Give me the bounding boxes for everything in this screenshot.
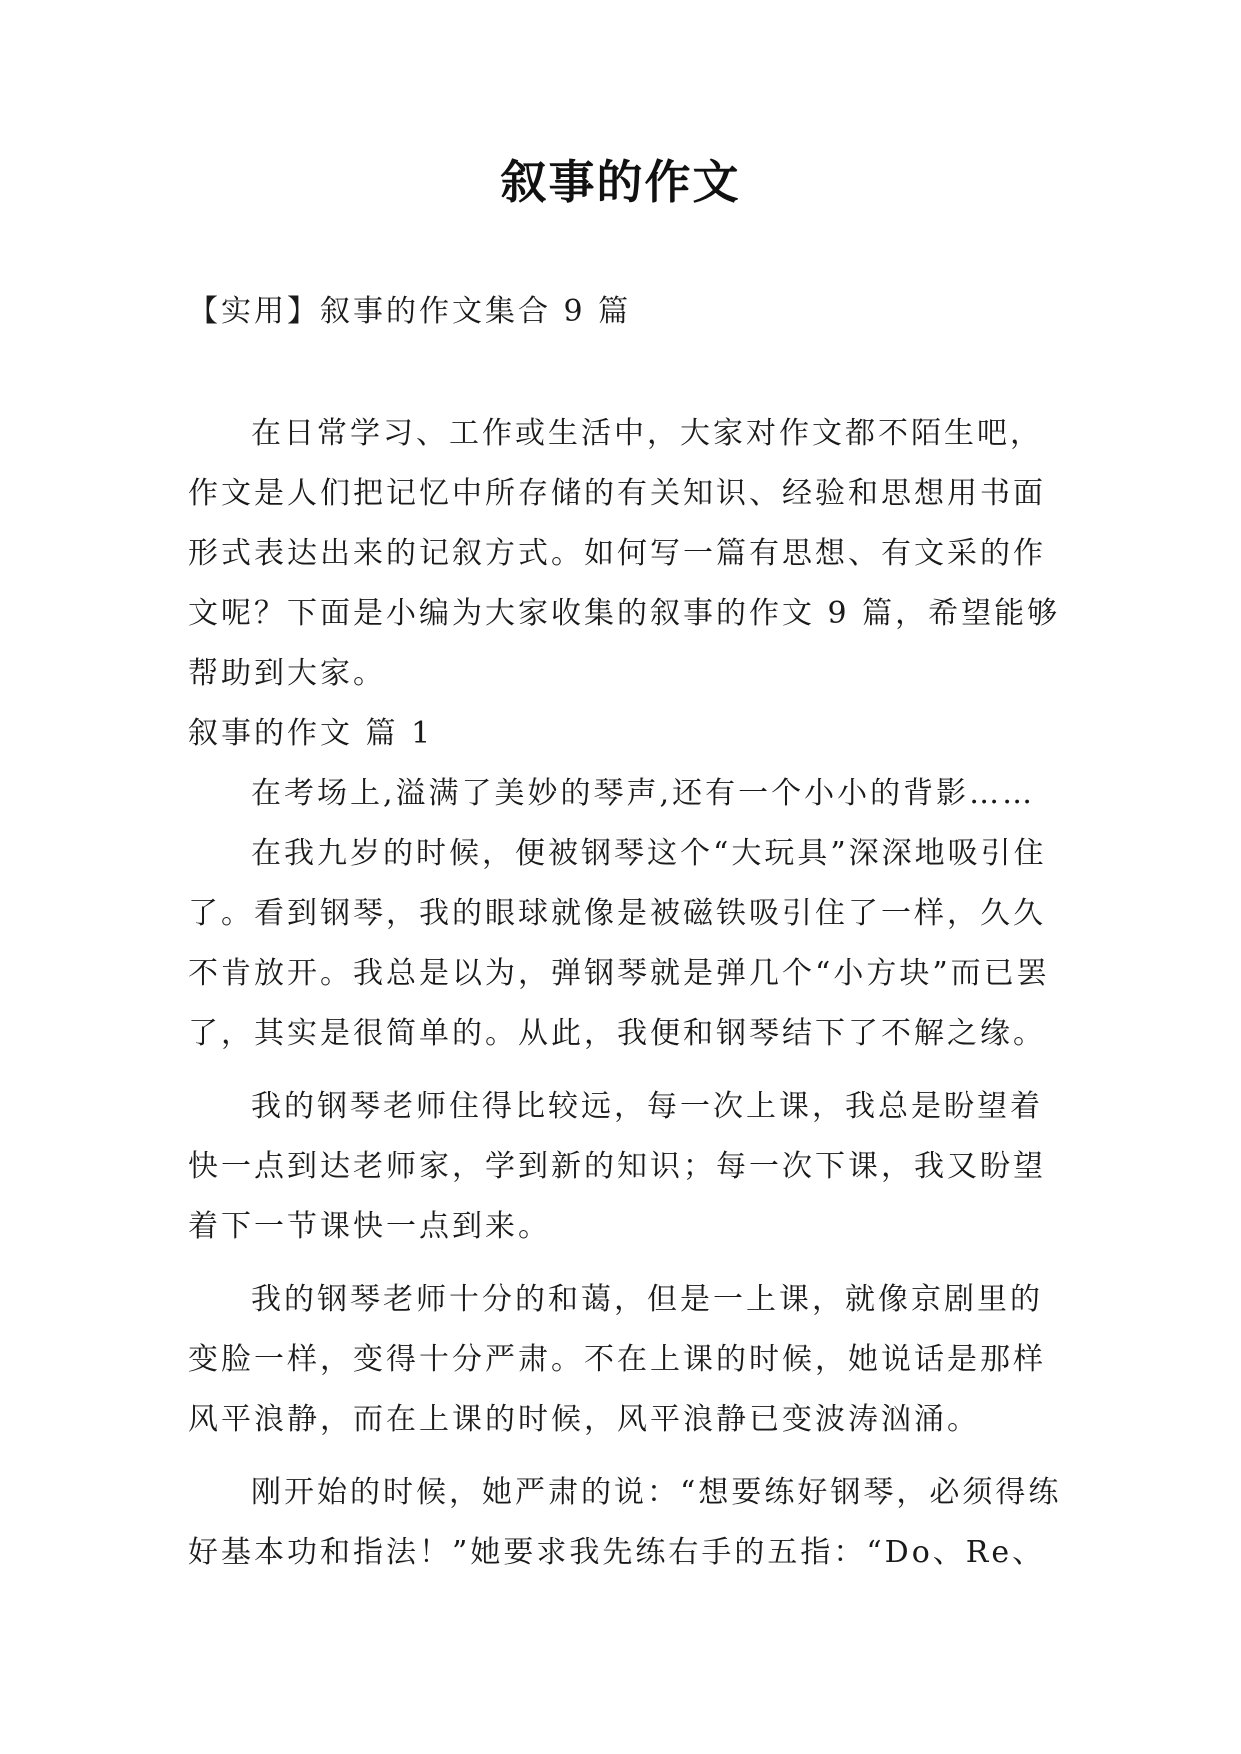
- section-heading: 叙事的作文 篇 1: [188, 716, 434, 751]
- intro-paragraph: 在日常学习、工作或生活中，大家对作文都不陌生吧，作文是人们把记忆中所存储的有关知识、经验和思想用书面形式表达出来的记叙方式。如何写一篇有思想、有文采的作文呢？下面是小编为大家收集的叙事的作文 9 篇，希望能够帮助到大家。: [188, 416, 1061, 691]
- document-title: 叙事的作文: [500, 155, 741, 209]
- body-paragraph: 刚开始的时候，她严肃的说：“想要练好钢琴，必须得练好基本功和指法！”她要求我先练右手的五指：“Do、Re、: [188, 1475, 1062, 1570]
- body-paragraph: 我的钢琴老师十分的和蔼，但是一上课，就像京剧里的变脸一样，变得十分严肃。不在上课的时候，她说话是那样风平浪静，而在上课的时候，风平浪静已变波涛汹涌。: [188, 1282, 1046, 1437]
- body-paragraph: 我的钢琴老师住得比较远，每一次上课，我总是盼望着快一点到达老师家，学到新的知识；每一次下课，我又盼望着下一节课快一点到来。: [188, 1089, 1046, 1244]
- body-paragraph: 在考场上,溢满了美妙的琴声,还有一个小小的背影……: [251, 776, 1036, 811]
- document-subtitle: 【实用】叙事的作文集合 9 篇: [188, 294, 632, 329]
- document-body: [188, 404, 1068, 1583]
- body-paragraph: 在我九岁的时候，便被钢琴这个“大玩具”深深地吸引住了。看到钢琴，我的眼球就像是被磁铁吸引住了一样，久久不肯放开。我总是以为，弹钢琴就是弹几个“小方块”而已罢了，其实是很简单的。从此，我便和钢琴结下了不解之缘。: [188, 836, 1050, 1051]
